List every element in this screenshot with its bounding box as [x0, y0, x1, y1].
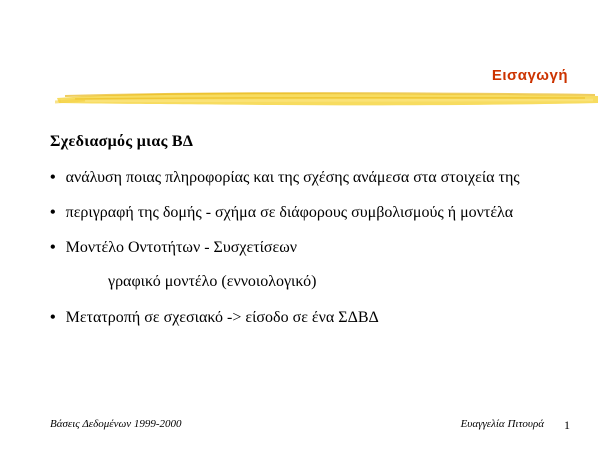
title-underline-brush [55, 84, 600, 110]
bullet-text: περιγραφή της δομής - σχήμα σε διάφορους συμβολισμούς ή μοντέλα [65, 204, 514, 221]
bullet-item [50, 306, 575, 329]
bullet-icon: • [50, 204, 56, 221]
content-heading: Σχεδιασμός μιας ΒΔ [50, 133, 194, 150]
bullet-icon: • [50, 169, 56, 186]
page-number: 1 [564, 418, 570, 432]
footer-course: Βάσεις Δεδομένων 1999-2000 [50, 418, 182, 430]
slide-title: Εισαγωγή [491, 67, 568, 84]
bullet-icon: • [50, 239, 56, 256]
bullet-item [50, 236, 575, 259]
footer-author: Ευαγγελία Πιτουρά [460, 418, 544, 430]
bullet-text: Μοντέλο Οντοτήτων - Συσχετίσεων [65, 239, 298, 256]
bullet-item [50, 166, 575, 189]
bullet-text: Μετατροπή σε σχεσιακό -> είσοδο σε ένα ΣΔΒΔ [65, 309, 379, 326]
slide-content [50, 131, 575, 329]
sub-item-text: γραφικό μοντέλο (εννοιολογικό) [108, 273, 317, 290]
bullet-item [50, 201, 575, 224]
bullet-icon: • [50, 309, 56, 326]
bullet-text: ανάλυση ποιας πληροφορίας και της σχέσης ανάμεσα στα στοιχεία της [65, 169, 520, 186]
